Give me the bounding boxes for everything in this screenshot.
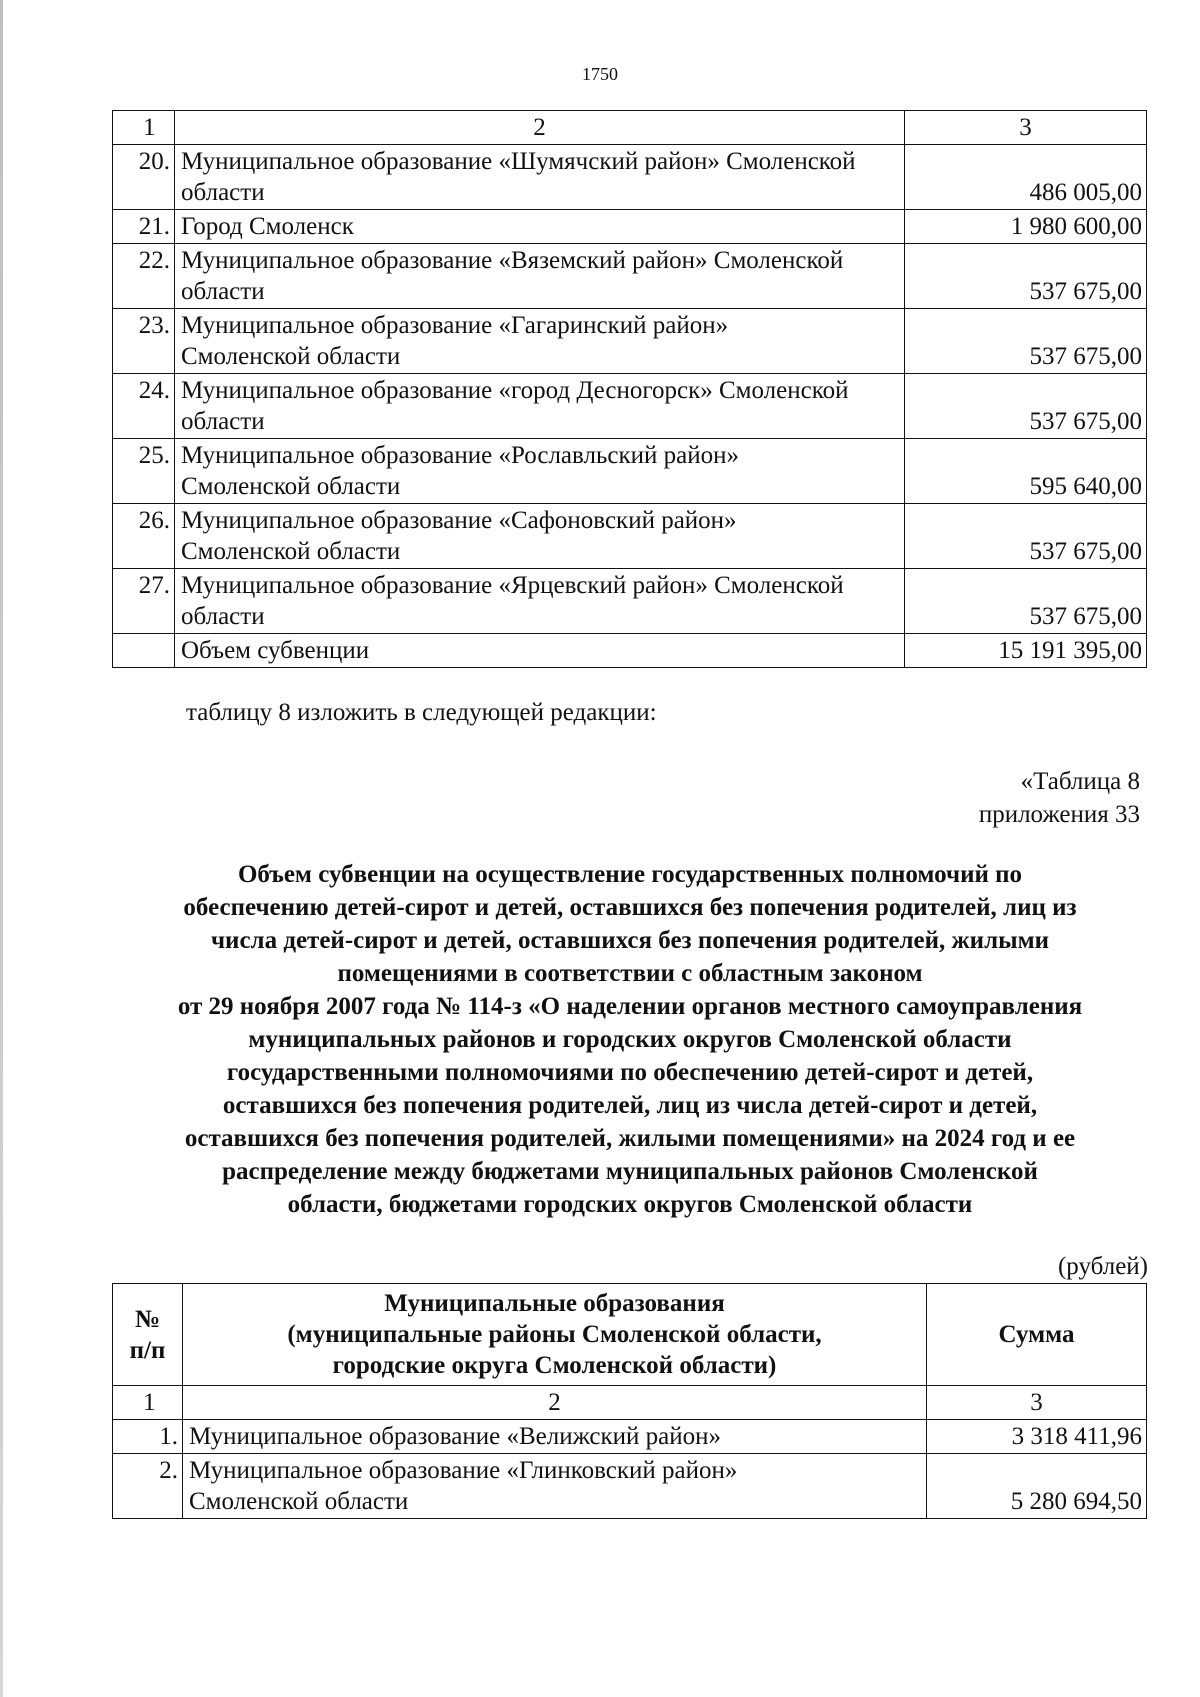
row-name-line: Муниципальное образование «Велижский район»: [189, 1423, 721, 1450]
row-sum: 537 675,00: [905, 244, 1147, 309]
header-line: городские округа Смоленской области): [332, 1352, 777, 1379]
row-name: [175, 210, 905, 244]
row-name-line: Муниципальное образование «Шумячский район» Смоленской: [181, 148, 856, 175]
row-name: [175, 504, 905, 569]
row-name: [175, 309, 905, 374]
row-number: 2.: [113, 1454, 183, 1519]
row-sum: 1 980 600,00: [905, 210, 1147, 244]
row-sum: 537 675,00: [905, 569, 1147, 634]
table-row: [113, 504, 1147, 569]
table-continuation: [112, 110, 1147, 668]
table-8: [112, 1283, 1147, 1519]
row-name: [175, 244, 905, 309]
row-number: 20.: [113, 145, 175, 210]
table-row: [113, 145, 1147, 210]
header-sum: Сумма: [927, 1284, 1147, 1386]
row-name: [175, 439, 905, 504]
row-number: 1.: [113, 1420, 183, 1454]
row-sum: 537 675,00: [905, 504, 1147, 569]
header-line: №: [134, 1305, 161, 1333]
heading-line: муниципальных районов и городских округов Смоленской области: [248, 1026, 1012, 1053]
header-line: (муниципальные районы Смоленской области,: [287, 1321, 822, 1348]
row-sum: 595 640,00: [905, 439, 1147, 504]
table-row: [113, 210, 1147, 244]
row-name-line: Смоленской области: [181, 473, 401, 500]
row-name-line: Муниципальное образование «Глинковский район»: [189, 1457, 738, 1484]
table-reference-line: приложения 33: [978, 801, 1140, 828]
row-number: 22.: [113, 244, 175, 309]
row-name-line: области: [181, 278, 265, 305]
total-number-cell: [113, 634, 175, 668]
row-sum: 5 280 694,50: [927, 1454, 1147, 1519]
total-label: Объем субвенции: [175, 634, 905, 668]
index-cell-1: 1: [113, 111, 175, 145]
row-name-line: Смоленской области: [189, 1488, 409, 1515]
heading-line: государственными полномочиями по обеспечению детей-сирот и детей,: [226, 1059, 1034, 1086]
header-number: [113, 1284, 183, 1386]
heading-line: числа детей-сирот и детей, оставшихся без попечения родителей, жилыми: [210, 927, 1050, 954]
table-index-row: [113, 111, 1147, 145]
row-name-line: области: [181, 179, 265, 206]
page-number: 1750: [582, 64, 618, 84]
row-name-line: Муниципальное образование «Ярцевский район» Смоленской: [181, 572, 844, 599]
row-number: 23.: [113, 309, 175, 374]
table-total-row: [113, 634, 1147, 668]
heading-line: помещениями в соответствии с областным законом: [337, 960, 923, 987]
heading-line: оставшихся без попечения родителей, жилыми помещениями» на 2024 год и ее: [184, 1125, 1076, 1152]
total-sum: 15 191 395,00: [905, 634, 1147, 668]
table-row: [113, 439, 1147, 504]
table-row: [113, 1420, 1147, 1454]
heading-line: распределение между бюджетами муниципальных районов Смоленской: [222, 1158, 1038, 1185]
header-line: Муниципальные образования: [384, 1290, 725, 1317]
table-index-row: [113, 1386, 1147, 1420]
row-number: 24.: [113, 374, 175, 439]
unit-label: (рублей): [1057, 1253, 1148, 1280]
index-cell-3: 3: [927, 1386, 1147, 1420]
row-name-line: Муниципальное образование «город Десногорск» Смоленской: [181, 377, 849, 404]
index-cell-3: 3: [905, 111, 1147, 145]
header-line: п/п: [129, 1336, 166, 1364]
table-row: [113, 1454, 1147, 1519]
row-number: 27.: [113, 569, 175, 634]
row-name-line: области: [181, 603, 265, 630]
row-name-line: Смоленской области: [181, 343, 401, 370]
row-sum: 3 318 411,96: [927, 1420, 1147, 1454]
row-number: 21.: [113, 210, 175, 244]
row-name-line: Муниципальное образование «Гагаринский район»: [181, 312, 729, 339]
row-name: [175, 569, 905, 634]
table-row: [113, 569, 1147, 634]
row-name: [183, 1420, 927, 1454]
table-row: [113, 374, 1147, 439]
row-name-line: Смоленской области: [181, 538, 401, 565]
row-name: [175, 374, 905, 439]
row-sum: 537 675,00: [905, 309, 1147, 374]
table-heading: [100, 858, 1160, 1221]
row-name: [175, 145, 905, 210]
table-row: [113, 244, 1147, 309]
heading-line: обеспечению детей-сирот и детей, оставшихся без попечения родителей, лиц из: [183, 894, 1077, 921]
table-reference: [979, 765, 1140, 831]
row-name-line: Муниципальное образование «Рославльский район»: [181, 442, 739, 469]
scan-edge: [0, 0, 3, 1697]
row-sum: 486 005,00: [905, 145, 1147, 210]
heading-line: области, бюджетами городских округов Смоленской области: [287, 1191, 973, 1218]
index-cell-2: 2: [175, 111, 905, 145]
header-name: [183, 1284, 927, 1386]
table-reference-line: «Таблица 8: [1020, 768, 1140, 795]
row-name-line: Муниципальное образование «Вяземский район» Смоленской: [181, 247, 844, 274]
index-cell-1: 1: [113, 1386, 183, 1420]
table-header-row: [113, 1284, 1147, 1386]
row-name-line: области: [181, 408, 265, 435]
row-name-line: Город Смоленск: [181, 213, 354, 240]
index-cell-2: 2: [183, 1386, 927, 1420]
heading-line: Объем субвенции на осуществление государственных полномочий по: [237, 861, 1023, 888]
row-number: 26.: [113, 504, 175, 569]
heading-line: оставшихся без попечения родителей, лиц из числа детей-сирот и детей,: [222, 1092, 1038, 1119]
row-number: 25.: [113, 439, 175, 504]
heading-line: от 29 ноября 2007 года № 114-з «О наделении органов местного самоуправления: [177, 993, 1083, 1020]
row-name: [183, 1454, 927, 1519]
table-row: [113, 309, 1147, 374]
row-name-line: Муниципальное образование «Сафоновский район»: [181, 507, 737, 534]
intro-text: таблицу 8 изложить в следующей редакции:: [186, 699, 657, 726]
row-sum: 537 675,00: [905, 374, 1147, 439]
